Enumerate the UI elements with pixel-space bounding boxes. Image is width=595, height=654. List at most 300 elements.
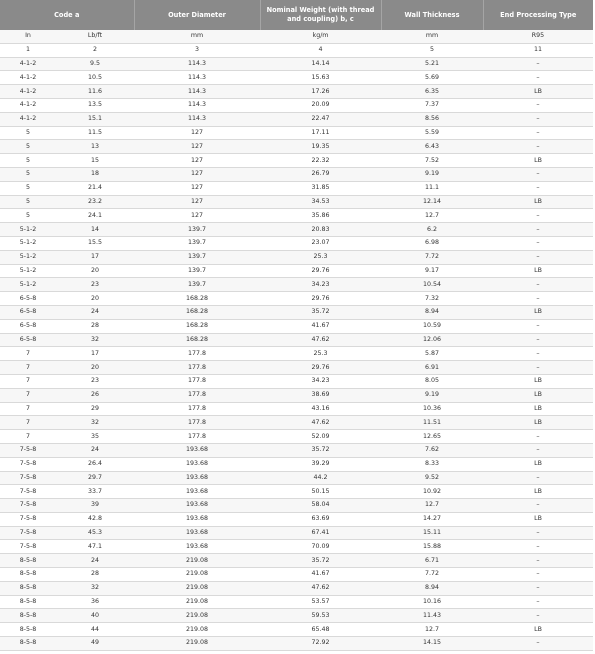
code-cell: 7-5-8 [0, 471, 56, 485]
table-row [0, 126, 593, 140]
outer-diameter-cell: 219.08 [134, 623, 260, 637]
code-cell: 7-5-8 [0, 443, 56, 457]
code-cell: 7-5-8 [0, 540, 56, 554]
lb-ft-cell: Lb/ft [56, 30, 134, 43]
code-cell: 8-5-8 [0, 568, 56, 582]
lb-ft-cell: 24 [56, 443, 134, 457]
lb-ft-cell: 33.7 [56, 485, 134, 499]
outer-diameter-cell: 127 [134, 195, 260, 209]
lb-ft-cell: 36 [56, 595, 134, 609]
outer-diameter-cell: 114.3 [134, 112, 260, 126]
lb-ft-cell: 13.5 [56, 98, 134, 112]
lb-ft-cell: 35 [56, 430, 134, 444]
table-row [0, 568, 593, 582]
end-processing-cell: LB [483, 512, 593, 526]
outer-diameter-cell: 177.8 [134, 374, 260, 388]
code-cell: 7 [0, 347, 56, 361]
code-cell: 6-5-8 [0, 333, 56, 347]
code-cell: 4-1-2 [0, 71, 56, 85]
end-processing-cell: – [483, 236, 593, 250]
code-cell: 7 [0, 402, 56, 416]
table-row [0, 98, 593, 112]
lb-ft-cell: 23.2 [56, 195, 134, 209]
lb-ft-cell: 24 [56, 305, 134, 319]
end-processing-cell: – [483, 471, 593, 485]
lb-ft-cell: 24.1 [56, 209, 134, 223]
nominal-weight-cell: 35.86 [260, 209, 381, 223]
nominal-weight-cell: 38.69 [260, 388, 381, 402]
outer-diameter-cell: 139.7 [134, 278, 260, 292]
lb-ft-cell: 29 [56, 402, 134, 416]
outer-diameter-cell: 3 [134, 43, 260, 57]
table-row [0, 374, 593, 388]
lb-ft-cell: 11.6 [56, 85, 134, 99]
outer-diameter-cell: 127 [134, 209, 260, 223]
end-processing-cell: – [483, 361, 593, 375]
table-row [0, 154, 593, 168]
wall-thickness-cell: 9.19 [381, 167, 483, 181]
end-processing-cell: – [483, 126, 593, 140]
outer-diameter-cell: 177.8 [134, 430, 260, 444]
code-cell: 7 [0, 361, 56, 375]
wall-thickness-cell: 8.94 [381, 305, 483, 319]
lb-ft-cell: 28 [56, 319, 134, 333]
nominal-weight-cell: 29.76 [260, 292, 381, 306]
table-row [0, 361, 593, 375]
nominal-weight-cell: 17.26 [260, 85, 381, 99]
outer-diameter-cell: 193.68 [134, 485, 260, 499]
outer-diameter-cell: 168.28 [134, 319, 260, 333]
code-cell: 8-5-8 [0, 595, 56, 609]
nominal-weight-cell: 58.04 [260, 499, 381, 513]
table-row [0, 623, 593, 637]
end-processing-cell: LB [483, 416, 593, 430]
outer-diameter-cell: 193.68 [134, 526, 260, 540]
end-processing-cell: LB [483, 623, 593, 637]
table-row [0, 305, 593, 319]
table-row [0, 264, 593, 278]
outer-diameter-cell: 177.8 [134, 416, 260, 430]
end-processing-cell: – [483, 181, 593, 195]
wall-thickness-cell: 15.88 [381, 540, 483, 554]
wall-thickness-cell: 5.59 [381, 126, 483, 140]
end-processing-cell: – [483, 57, 593, 71]
code-cell: 6-5-8 [0, 305, 56, 319]
lb-ft-cell: 2 [56, 43, 134, 57]
end-processing-cell: – [483, 209, 593, 223]
end-processing-cell: – [483, 140, 593, 154]
outer-diameter-cell: 127 [134, 126, 260, 140]
table-row [0, 292, 593, 306]
wall-thickness-cell: 11.51 [381, 416, 483, 430]
code-cell: 5 [0, 154, 56, 168]
code-cell: 5 [0, 195, 56, 209]
end-processing-cell: – [483, 526, 593, 540]
outer-diameter-cell: 114.3 [134, 85, 260, 99]
end-processing-cell: – [483, 568, 593, 582]
code-cell: 8-5-8 [0, 623, 56, 637]
table-row [0, 609, 593, 623]
table-row [0, 167, 593, 181]
end-processing-cell: LB [483, 402, 593, 416]
end-processing-cell: – [483, 223, 593, 237]
wall-thickness-cell: 10.16 [381, 595, 483, 609]
table-header [0, 0, 593, 30]
wall-thickness-cell: 8.33 [381, 457, 483, 471]
table-row [0, 278, 593, 292]
end-processing-cell: – [483, 333, 593, 347]
nominal-weight-cell: 35.72 [260, 554, 381, 568]
lb-ft-cell: 10.5 [56, 71, 134, 85]
table-row [0, 402, 593, 416]
lb-ft-cell: 39 [56, 499, 134, 513]
outer-diameter-cell: mm [134, 30, 260, 43]
wall-thickness-cell: 7.72 [381, 568, 483, 582]
wall-thickness-cell: 15.11 [381, 526, 483, 540]
lb-ft-cell: 32 [56, 581, 134, 595]
code-cell: 7-5-8 [0, 499, 56, 513]
end-processing-cell: – [483, 347, 593, 361]
lb-ft-cell: 45.3 [56, 526, 134, 540]
lb-ft-cell: 28 [56, 568, 134, 582]
code-cell: 4-1-2 [0, 85, 56, 99]
end-processing-cell: – [483, 278, 593, 292]
code-cell: 5-1-2 [0, 264, 56, 278]
lb-ft-cell: 20 [56, 264, 134, 278]
end-processing-cell: – [483, 609, 593, 623]
code-cell: 7-5-8 [0, 526, 56, 540]
end-processing-cell: – [483, 167, 593, 181]
wall-thickness-cell: 11.1 [381, 181, 483, 195]
header-outer-diameter: Outer Diameter [134, 0, 260, 30]
wall-thickness-cell: 7.62 [381, 443, 483, 457]
header-end-processing-type: End Processing Type [483, 0, 593, 30]
table-row [0, 209, 593, 223]
outer-diameter-cell: 139.7 [134, 236, 260, 250]
wall-thickness-cell: 12.7 [381, 209, 483, 223]
outer-diameter-cell: 168.28 [134, 292, 260, 306]
lb-ft-cell: 20 [56, 361, 134, 375]
lb-ft-cell: 44 [56, 623, 134, 637]
nominal-weight-cell: 26.79 [260, 167, 381, 181]
end-processing-cell: LB [483, 85, 593, 99]
wall-thickness-cell: 6.35 [381, 85, 483, 99]
outer-diameter-cell: 114.3 [134, 57, 260, 71]
code-cell: 7 [0, 416, 56, 430]
lb-ft-cell: 18 [56, 167, 134, 181]
end-processing-cell: LB [483, 374, 593, 388]
wall-thickness-cell: 6.98 [381, 236, 483, 250]
outer-diameter-cell: 219.08 [134, 595, 260, 609]
wall-thickness-cell: 5 [381, 43, 483, 57]
end-processing-cell: – [483, 250, 593, 264]
lb-ft-cell: 15.1 [56, 112, 134, 126]
wall-thickness-cell: 9.52 [381, 471, 483, 485]
code-cell: 5 [0, 167, 56, 181]
end-processing-cell: – [483, 112, 593, 126]
lb-ft-cell: 9.5 [56, 57, 134, 71]
table-row [0, 540, 593, 554]
outer-diameter-cell: 219.08 [134, 609, 260, 623]
end-processing-cell: – [483, 430, 593, 444]
nominal-weight-cell: 29.76 [260, 264, 381, 278]
table-row [0, 333, 593, 347]
code-cell: In [0, 30, 56, 43]
wall-thickness-cell: 7.72 [381, 250, 483, 264]
end-processing-cell: – [483, 581, 593, 595]
table-row [0, 526, 593, 540]
code-cell: 4-1-2 [0, 112, 56, 126]
table-row [0, 430, 593, 444]
end-processing-cell: LB [483, 305, 593, 319]
lb-ft-cell: 49 [56, 637, 134, 651]
wall-thickness-cell: 8.56 [381, 112, 483, 126]
end-processing-cell: – [483, 292, 593, 306]
table-row [0, 595, 593, 609]
lb-ft-cell: 32 [56, 416, 134, 430]
lb-ft-cell: 32 [56, 333, 134, 347]
lb-ft-cell: 24 [56, 554, 134, 568]
table-row [0, 499, 593, 513]
table-row [0, 347, 593, 361]
wall-thickness-cell: 10.59 [381, 319, 483, 333]
wall-thickness-cell: 10.92 [381, 485, 483, 499]
table-row [0, 71, 593, 85]
wall-thickness-cell: 12.65 [381, 430, 483, 444]
outer-diameter-cell: 127 [134, 181, 260, 195]
nominal-weight-cell: 31.85 [260, 181, 381, 195]
code-cell: 6-5-8 [0, 319, 56, 333]
nominal-weight-cell: 34.23 [260, 374, 381, 388]
end-processing-cell: LB [483, 195, 593, 209]
nominal-weight-cell: 72.92 [260, 637, 381, 651]
outer-diameter-cell: 127 [134, 167, 260, 181]
table-row [0, 388, 593, 402]
lb-ft-cell: 23 [56, 278, 134, 292]
lb-ft-cell: 17 [56, 250, 134, 264]
nominal-weight-cell: 52.09 [260, 430, 381, 444]
nominal-weight-cell: 4 [260, 43, 381, 57]
lb-ft-cell: 29.7 [56, 471, 134, 485]
table-row [0, 416, 593, 430]
code-cell: 7 [0, 430, 56, 444]
lb-ft-cell: 47.1 [56, 540, 134, 554]
wall-thickness-cell: 6.91 [381, 361, 483, 375]
outer-diameter-cell: 139.7 [134, 264, 260, 278]
header-code: Code a [0, 0, 134, 30]
lb-ft-cell: 26.4 [56, 457, 134, 471]
wall-thickness-cell: 8.94 [381, 581, 483, 595]
code-cell: 7 [0, 374, 56, 388]
code-cell: 7 [0, 388, 56, 402]
nominal-weight-cell: 35.72 [260, 443, 381, 457]
nominal-weight-cell: 41.67 [260, 568, 381, 582]
code-cell: 7-5-8 [0, 485, 56, 499]
table-row [0, 581, 593, 595]
code-cell: 5 [0, 181, 56, 195]
nominal-weight-cell: 34.23 [260, 278, 381, 292]
nominal-weight-cell: 59.53 [260, 609, 381, 623]
table-row [0, 57, 593, 71]
table-row [0, 85, 593, 99]
outer-diameter-cell: 127 [134, 140, 260, 154]
outer-diameter-cell: 139.7 [134, 250, 260, 264]
wall-thickness-cell: 5.21 [381, 57, 483, 71]
lb-ft-cell: 21.4 [56, 181, 134, 195]
outer-diameter-cell: 193.68 [134, 512, 260, 526]
end-processing-cell: – [483, 443, 593, 457]
lb-ft-cell: 15 [56, 154, 134, 168]
nominal-weight-cell: 43.16 [260, 402, 381, 416]
lb-ft-cell: 17 [56, 347, 134, 361]
code-cell: 6-5-8 [0, 292, 56, 306]
code-cell: 5 [0, 209, 56, 223]
end-processing-cell: 11 [483, 43, 593, 57]
outer-diameter-cell: 193.68 [134, 499, 260, 513]
nominal-weight-cell: 65.48 [260, 623, 381, 637]
nominal-weight-cell: 41.67 [260, 319, 381, 333]
end-processing-cell: – [483, 637, 593, 651]
wall-thickness-cell: mm [381, 30, 483, 43]
outer-diameter-cell: 177.8 [134, 347, 260, 361]
code-cell: 5 [0, 140, 56, 154]
nominal-weight-cell: 63.69 [260, 512, 381, 526]
outer-diameter-cell: 139.7 [134, 223, 260, 237]
table-row [0, 236, 593, 250]
end-processing-cell: LB [483, 485, 593, 499]
outer-diameter-cell: 219.08 [134, 637, 260, 651]
outer-diameter-cell: 193.68 [134, 471, 260, 485]
code-cell: 4-1-2 [0, 57, 56, 71]
nominal-weight-cell: kg/m [260, 30, 381, 43]
wall-thickness-cell: 7.32 [381, 292, 483, 306]
outer-diameter-cell: 219.08 [134, 568, 260, 582]
lb-ft-cell: 14 [56, 223, 134, 237]
end-processing-cell: – [483, 554, 593, 568]
lb-ft-cell: 42.8 [56, 512, 134, 526]
nominal-weight-cell: 70.09 [260, 540, 381, 554]
lb-ft-cell: 20 [56, 292, 134, 306]
table-row [0, 443, 593, 457]
outer-diameter-cell: 168.28 [134, 305, 260, 319]
table-row [0, 471, 593, 485]
nominal-weight-cell: 39.29 [260, 457, 381, 471]
table-row [0, 140, 593, 154]
nominal-weight-cell: 50.15 [260, 485, 381, 499]
nominal-weight-cell: 29.76 [260, 361, 381, 375]
outer-diameter-cell: 219.08 [134, 581, 260, 595]
nominal-weight-cell: 20.83 [260, 223, 381, 237]
wall-thickness-cell: 7.52 [381, 154, 483, 168]
nominal-weight-cell: 19.35 [260, 140, 381, 154]
end-processing-cell: LB [483, 264, 593, 278]
nominal-weight-cell: 47.62 [260, 416, 381, 430]
nominal-weight-cell: 35.72 [260, 305, 381, 319]
outer-diameter-cell: 114.3 [134, 98, 260, 112]
end-processing-cell: – [483, 319, 593, 333]
lb-ft-cell: 15.5 [56, 236, 134, 250]
wall-thickness-cell: 5.87 [381, 347, 483, 361]
nominal-weight-cell: 20.09 [260, 98, 381, 112]
outer-diameter-cell: 127 [134, 154, 260, 168]
nominal-weight-cell: 23.07 [260, 236, 381, 250]
table-row [0, 457, 593, 471]
outer-diameter-cell: 193.68 [134, 540, 260, 554]
table-row [0, 181, 593, 195]
wall-thickness-cell: 12.7 [381, 623, 483, 637]
nominal-weight-cell: 44.2 [260, 471, 381, 485]
wall-thickness-cell: 8.05 [381, 374, 483, 388]
table-row [0, 319, 593, 333]
wall-thickness-cell: 14.27 [381, 512, 483, 526]
outer-diameter-cell: 219.08 [134, 554, 260, 568]
end-processing-cell: LB [483, 154, 593, 168]
lb-ft-cell: 11.5 [56, 126, 134, 140]
header-wall-thickness: Wall Thickness [381, 0, 483, 30]
nominal-weight-cell: 14.14 [260, 57, 381, 71]
nominal-weight-cell: 47.62 [260, 333, 381, 347]
lb-ft-cell: 13 [56, 140, 134, 154]
code-cell: 7-5-8 [0, 512, 56, 526]
end-processing-cell: – [483, 595, 593, 609]
outer-diameter-cell: 168.28 [134, 333, 260, 347]
wall-thickness-cell: 12.7 [381, 499, 483, 513]
header-row [0, 0, 593, 30]
wall-thickness-cell: 6.43 [381, 140, 483, 154]
outer-diameter-cell: 114.3 [134, 71, 260, 85]
lb-ft-cell: 26 [56, 388, 134, 402]
code-cell: 1 [0, 43, 56, 57]
wall-thickness-cell: 7.37 [381, 98, 483, 112]
outer-diameter-cell: 177.8 [134, 402, 260, 416]
code-cell: 5-1-2 [0, 223, 56, 237]
end-processing-cell: – [483, 71, 593, 85]
nominal-weight-cell: 34.53 [260, 195, 381, 209]
code-cell: 5-1-2 [0, 278, 56, 292]
code-cell: 5 [0, 126, 56, 140]
wall-thickness-cell: 9.17 [381, 264, 483, 278]
wall-thickness-cell: 10.36 [381, 402, 483, 416]
table-body [0, 30, 593, 650]
lb-ft-cell: 40 [56, 609, 134, 623]
wall-thickness-cell: 6.2 [381, 223, 483, 237]
code-cell: 7-5-8 [0, 457, 56, 471]
table-row [0, 485, 593, 499]
table-row [0, 637, 593, 651]
wall-thickness-cell: 11.43 [381, 609, 483, 623]
outer-diameter-cell: 193.68 [134, 443, 260, 457]
wall-thickness-cell: 9.19 [381, 388, 483, 402]
end-processing-cell: LB [483, 388, 593, 402]
wall-thickness-cell: 12.06 [381, 333, 483, 347]
nominal-weight-cell: 15.63 [260, 71, 381, 85]
nominal-weight-cell: 17.11 [260, 126, 381, 140]
wall-thickness-cell: 6.71 [381, 554, 483, 568]
wall-thickness-cell: 10.54 [381, 278, 483, 292]
nominal-weight-cell: 22.32 [260, 154, 381, 168]
table-row [0, 250, 593, 264]
code-cell: 8-5-8 [0, 609, 56, 623]
outer-diameter-cell: 177.8 [134, 388, 260, 402]
outer-diameter-cell: 177.8 [134, 361, 260, 375]
end-processing-cell: – [483, 540, 593, 554]
table-row [0, 512, 593, 526]
nominal-weight-cell: 53.57 [260, 595, 381, 609]
end-processing-cell: R95 [483, 30, 593, 43]
nominal-weight-cell: 67.41 [260, 526, 381, 540]
table-row [0, 112, 593, 126]
wall-thickness-cell: 12.14 [381, 195, 483, 209]
